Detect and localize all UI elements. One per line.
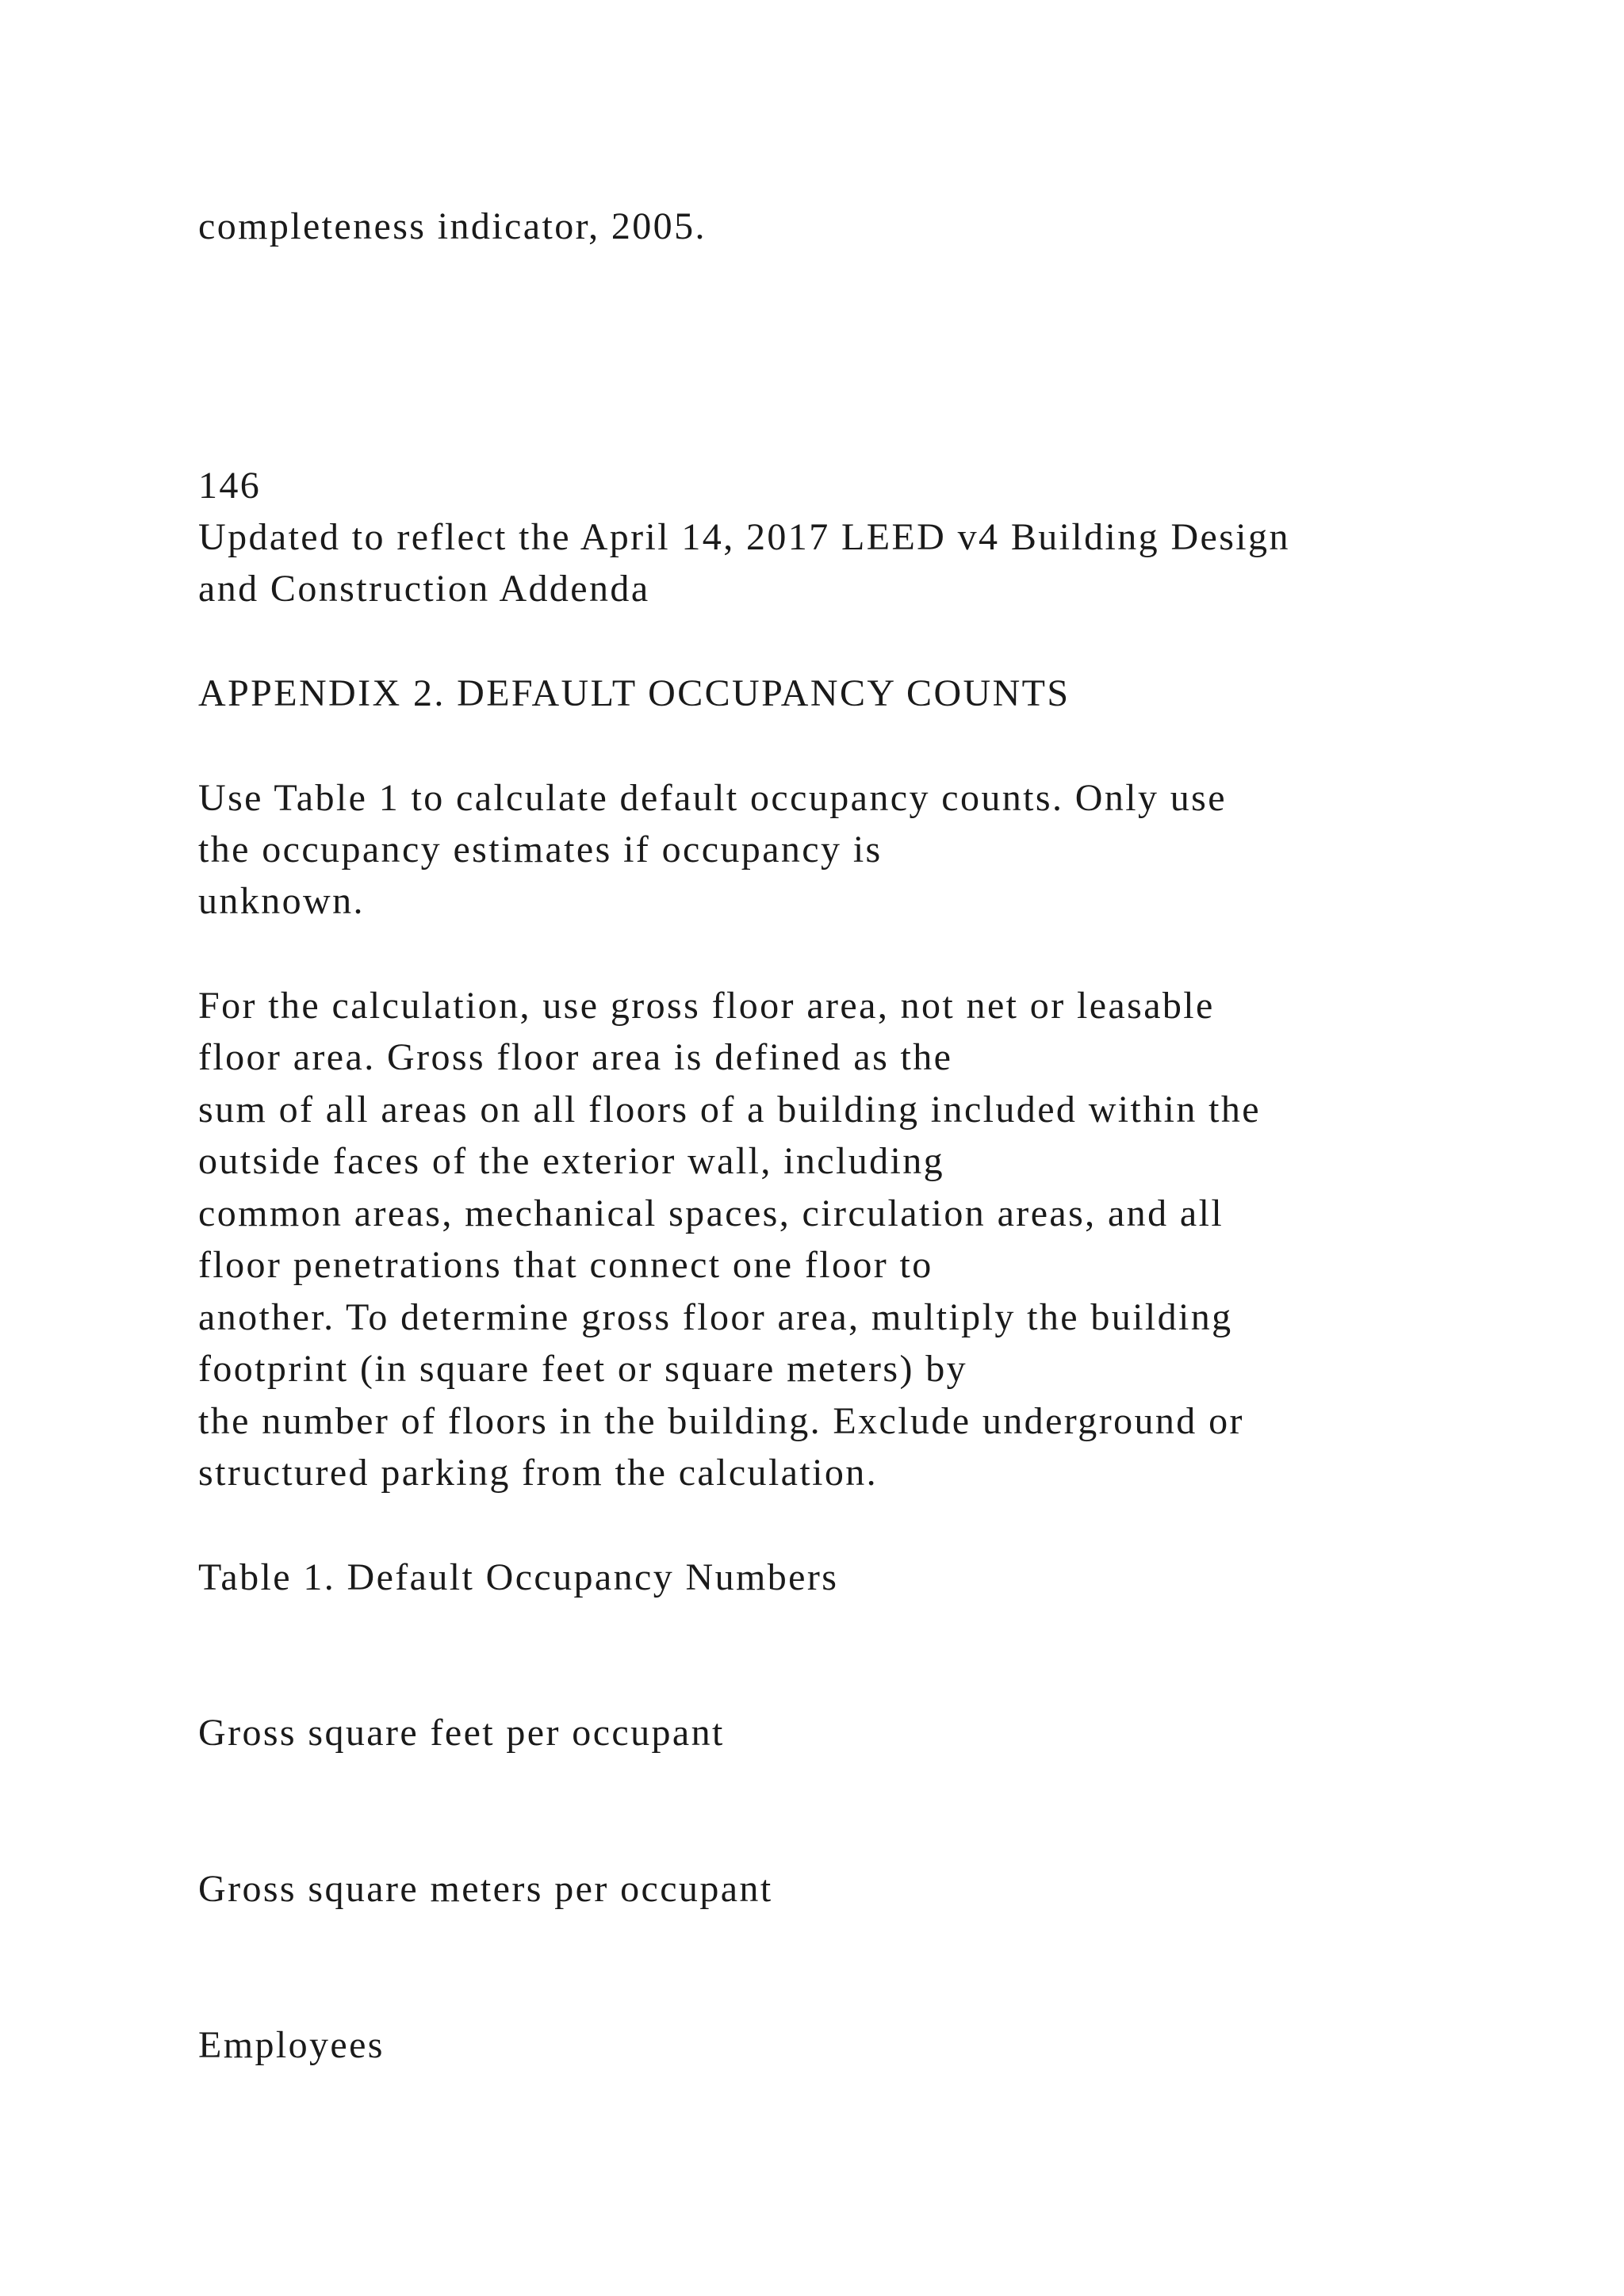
appendix-heading: APPENDIX 2. DEFAULT OCCUPANCY COUNTS: [198, 672, 1071, 714]
gross-area-paragraph-line: For the calculation, use gross floor area, not net or leasable: [198, 985, 1215, 1027]
gross-area-paragraph-line: floor penetrations that connect one floor to: [198, 1244, 933, 1286]
gross-area-paragraph-line: another. To determine gross floor area, multiply the building: [198, 1296, 1233, 1338]
update-note-line: Updated to reflect the April 14, 2017 LEED v4 Building Design: [198, 516, 1290, 558]
update-note-line: and Construction Addenda: [198, 568, 650, 610]
intro-paragraph-line: Use Table 1 to calculate default occupancy counts. Only use: [198, 777, 1227, 819]
page-number: 146: [198, 465, 262, 507]
continuation-text: completeness indicator, 2005.: [198, 205, 707, 247]
gross-area-paragraph-line: common areas, mechanical spaces, circulation areas, and all: [198, 1192, 1224, 1234]
gross-area-paragraph-line: outside faces of the exterior wall, including: [198, 1140, 945, 1182]
gross-area-paragraph-line: sum of all areas on all floors of a building included within the: [198, 1089, 1262, 1131]
gross-area-paragraph-line: footprint (in square feet or square meters) by: [198, 1348, 968, 1390]
intro-paragraph-line: unknown.: [198, 880, 365, 922]
table-header-sq-m: Gross square meters per occupant: [198, 1868, 773, 1910]
intro-paragraph-line: the occupancy estimates if occupancy is: [198, 828, 883, 871]
table-title: Table 1. Default Occupancy Numbers: [198, 1556, 839, 1598]
gross-area-paragraph-line: floor area. Gross floor area is defined as the: [198, 1036, 953, 1078]
gross-area-paragraph-line: structured parking from the calculation.: [198, 1452, 879, 1494]
table-header-employees: Employees: [198, 2024, 385, 2066]
gross-area-paragraph-line: the number of floors in the building. Exclude underground or: [198, 1400, 1244, 1442]
table-header-sq-ft: Gross square feet per occupant: [198, 1712, 725, 1754]
